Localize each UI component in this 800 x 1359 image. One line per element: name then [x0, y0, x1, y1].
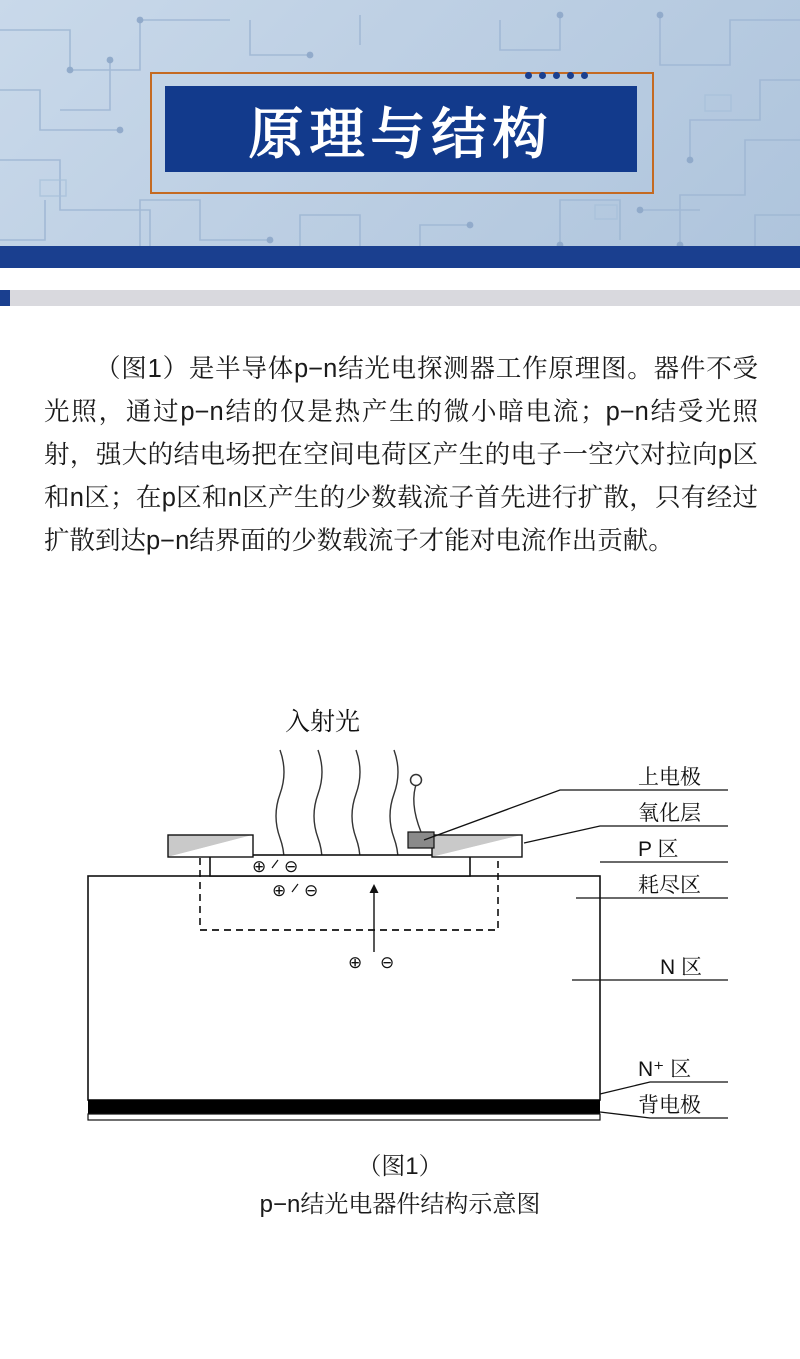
label-n-region: N 区 [660, 956, 702, 979]
electrode-terminal-node [411, 775, 422, 786]
figure-caption-line1: （图1） [357, 1153, 443, 1180]
oxide-layer-left [168, 835, 253, 857]
n-region-block [88, 876, 600, 1100]
figure-caption-line2: p−n结光电器件结构示意图 [259, 1191, 541, 1218]
label-n-plus-region: N⁺ 区 [638, 1058, 692, 1081]
banner-bottom-bar [0, 246, 800, 268]
dot-icon [553, 72, 560, 79]
label-incident-light: 入射光 [285, 708, 361, 736]
body-paragraph: （图1）是半导体p−n结光电探测器工作原理图。器件不受光照，通过p−n结的仅是热产生的微小暗电流；p−n结受光照射，强大的结电场把在空间电荷区产生的电子一空穴对拉向p区和n区；在p区和n区产生的少数载流子首先进行扩散，只有经过扩散到达p−n结界面的少数载流子才能对电流作出贡献。 [44, 355, 758, 555]
dot-icon [581, 72, 588, 79]
section-divider [0, 290, 800, 306]
label-top-electrode: 上电极 [638, 766, 701, 789]
carrier-positive-3: ⊕ [348, 953, 363, 973]
dot-icon [525, 72, 532, 79]
dot-icon [539, 72, 546, 79]
oxide-layer-right [432, 835, 522, 857]
carrier-positive-1: ⊕ [252, 857, 267, 877]
page-title-box [165, 86, 637, 172]
carrier-negative-2: ⊖ [304, 881, 319, 901]
p-region-block [210, 855, 470, 876]
back-electrode-substrate [88, 1114, 600, 1120]
top-electrode-pad [408, 832, 434, 848]
carrier-positive-2: ⊕ [272, 881, 287, 901]
label-back-electrode: 背电极 [638, 1094, 701, 1117]
label-depletion-region: 耗尽区 [638, 874, 701, 897]
figure-right-labels [638, 766, 702, 1117]
figure-caption [0, 1148, 800, 1224]
dot-icon [567, 72, 574, 79]
label-p-region: P 区 [638, 838, 679, 861]
dots-decoration [525, 72, 588, 79]
section-divider-accent [0, 290, 10, 306]
header-banner [0, 0, 800, 268]
electrode-lead-wire [414, 782, 421, 832]
carrier-negative-1: ⊖ [284, 857, 299, 877]
label-oxide-layer: 氧化层 [638, 802, 701, 825]
carrier-negative-3: ⊖ [380, 953, 395, 973]
page-title: 原理与结构 [248, 102, 554, 165]
back-electrode-bar [88, 1100, 600, 1114]
